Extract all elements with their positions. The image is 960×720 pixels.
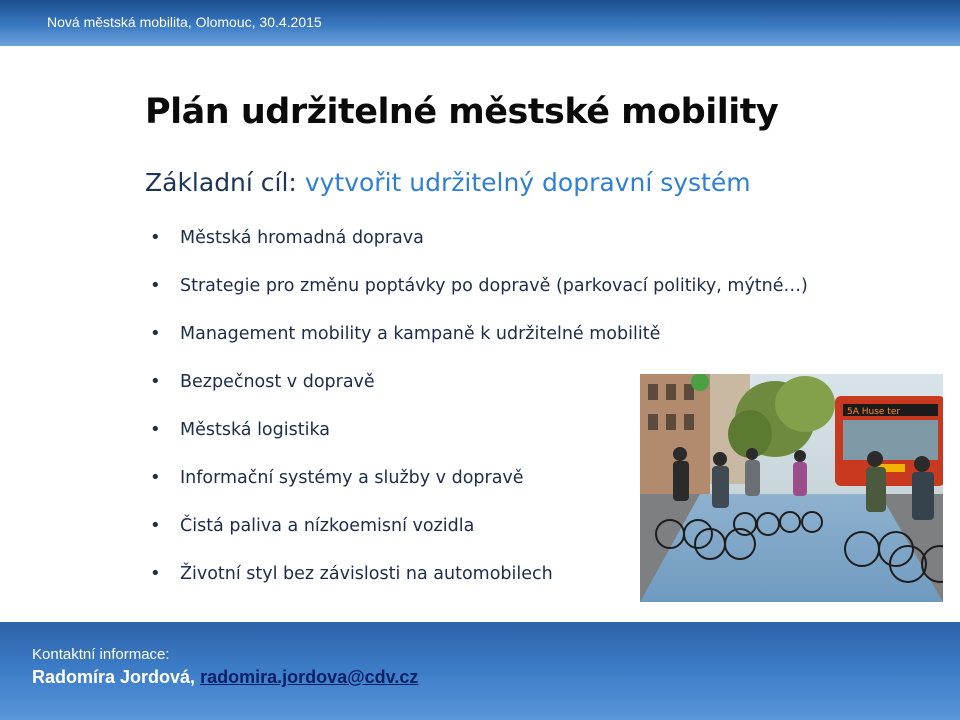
bullet-text: Čistá paliva a nízkoemisní vozidla xyxy=(180,516,475,536)
cyclists-photo xyxy=(640,374,943,602)
bullet-icon: • xyxy=(150,371,161,392)
bullet-icon: • xyxy=(150,227,161,248)
subtitle-prefix: Základní cíl: xyxy=(145,168,305,197)
slide-title: Plán udržitelné městské mobility xyxy=(145,92,779,132)
bullet-text: Strategie pro změnu poptávky po dopravě (parkovací politiky, mýtné…) xyxy=(180,276,808,296)
contact-name: Radomíra Jordová, xyxy=(32,667,196,687)
bullet-text: Městská hromadná doprava xyxy=(180,228,424,248)
bullet-icon: • xyxy=(150,563,161,584)
slide-subtitle xyxy=(145,168,751,197)
list-item xyxy=(150,274,910,322)
bullet-text: Informační systémy a služby v dopravě xyxy=(180,468,524,488)
subtitle-highlight: vytvořit udržitelný dopravní systém xyxy=(304,168,751,197)
contact-label: Kontaktní informace: xyxy=(32,646,170,663)
list-item xyxy=(150,322,910,370)
email-link[interactable]: radomira.jordova@cdv.cz xyxy=(200,667,419,687)
bullet-icon: • xyxy=(150,515,161,536)
bullet-text: Management mobility a kampaně k udržitelné mobilitě xyxy=(180,324,661,344)
bullet-text: Městská logistika xyxy=(180,420,331,440)
contact-line xyxy=(32,667,418,688)
event-caption: Nová městská mobilita, Olomouc, 30.4.2015 xyxy=(47,14,322,30)
header-bar xyxy=(0,0,960,46)
bullet-icon: • xyxy=(150,323,161,344)
bullet-icon: • xyxy=(150,419,161,440)
bullet-text: Bezpečnost v dopravě xyxy=(180,372,375,392)
footer-bar xyxy=(0,622,960,720)
bullet-text: Životní styl bez závislosti na automobilech xyxy=(180,564,553,584)
list-item xyxy=(150,226,910,274)
bullet-icon: • xyxy=(150,275,161,296)
bullet-icon: • xyxy=(150,467,161,488)
bus-destination-sign: 5A Huse ter xyxy=(847,407,901,417)
